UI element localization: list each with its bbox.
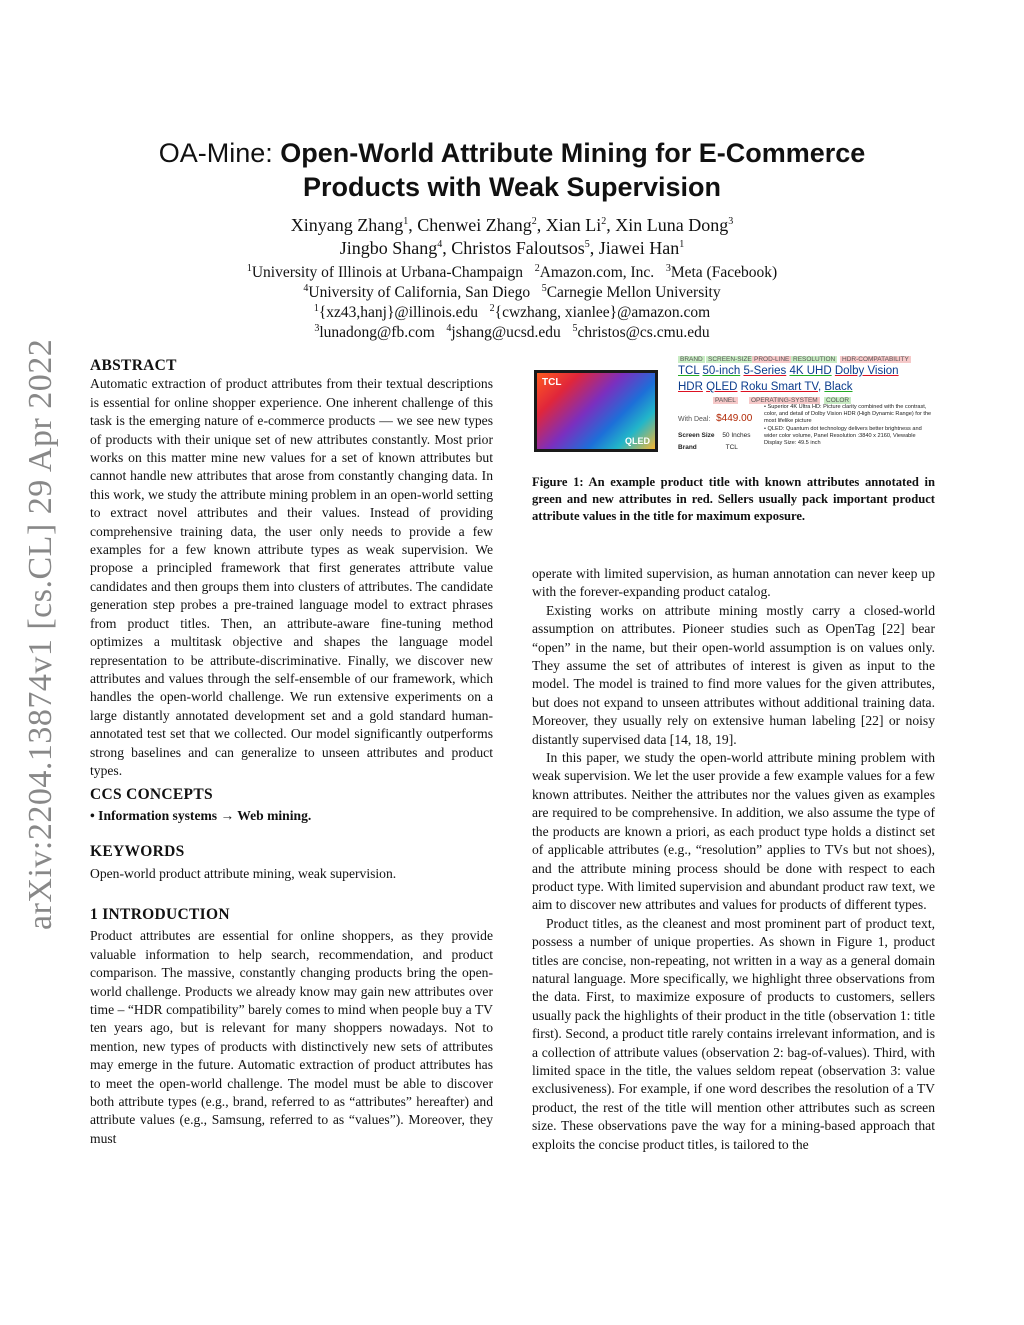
email-address: christos@cs.cmu.edu <box>577 324 710 341</box>
tag-operating-system: OPERATING-SYSTEM <box>751 397 818 404</box>
email-line-2 <box>60 323 964 343</box>
affiliation-name: University of California, San Diego <box>308 284 531 301</box>
email-address: {xz43,hanj}@illinois.edu <box>318 304 479 321</box>
abstract-heading: ABSTRACT <box>90 357 177 374</box>
author-name: Xinyang Zhang <box>290 215 404 235</box>
affiliation-mark: 5 <box>541 282 547 294</box>
brand-row <box>678 444 738 451</box>
affiliation-line-2 <box>60 283 964 303</box>
keywords-text: Open-world product attribute mining, weak supervision. <box>90 865 397 881</box>
affiliation-mark: 4 <box>437 239 443 250</box>
intro-right-paragraph-3: In this paper, we study the open-world attribute mining problem with weak supervision. We let the user provide a few example values for a few known attributes. Neither the attributes nor the values given as examples are required to be comprehensive. In addition, we also assume the type of the products are known a priori, as each product type holds a distinct set of applicable attributes (e.g., “resolution” applies to TVs but not shoes), and the attribute mining process should be done with respect to each product type. With limited supervision and abundant product raw text, we aim to discover new attributes and values for products of different types. <box>532 750 935 913</box>
affiliation-name: Carnegie Mellon University <box>546 284 721 301</box>
affiliation-mark: 2 <box>531 216 537 227</box>
title-value-panel: QLED <box>706 381 738 393</box>
paper-title <box>60 136 964 204</box>
intro-right-paragraph-4: Product titles, as the cleanest and most prominent part of product text, possess a number of unique properties. As shown in Figure 1, product titles are concise, non-repeating, not written in a way as a general domain natural language. More specifically, we highlight three observations from the data. First, to maximize exposure of products to customers, sellers usually pack the highlights of their product in the title (observation 1: title first). Second, a product title rarely contains irrelevant information, and is a collection of attribute values (observation 2: bag-of-values). Third, with limited space in the title, the values seldom repeat (observation 3: value exclusiveness). For example, if one word describes the resolution of a TV product, the rest of the title will mention other attributes such as screen size. These observations pave the way for a mining-based approach that exploits the concise product titles, is tailored to the <box>532 915 935 1152</box>
affiliation-mark: 1 <box>313 302 319 314</box>
author-name: , Jiawei Han <box>589 238 680 258</box>
introduction-heading: 1 INTRODUCTION <box>90 905 230 923</box>
affiliation-mark: 5 <box>572 322 578 334</box>
feature-bullet-2-text: QLED: Quantum dot technology delivers better brightness and wider color volume, Panel Resolution :3840 x 2160, Viewable Display Size: 49.5 inch <box>764 425 922 447</box>
affiliation-line-1 <box>60 263 964 283</box>
affiliation-mark: 3 <box>665 262 671 274</box>
tag-resolution: RESOLUTION <box>793 356 836 363</box>
feature-bullet-1-text: Superior 4K Ultra HD: Picture clarity combined with the contrast, color, and detail of Dolby Vision HDR (High Dynamic Range) for the most lifelike picture <box>764 404 932 425</box>
deal-price: $449.00 <box>716 413 753 424</box>
author-list <box>60 214 964 260</box>
title-prefix: OA-Mine: <box>158 138 273 168</box>
affiliation-mark: 2 <box>489 302 495 314</box>
affiliation-mark: 5 <box>584 239 590 250</box>
affiliation-mark: 3 <box>728 216 734 227</box>
brand-label: Brand <box>678 444 697 451</box>
product-title-line-2 <box>678 381 853 393</box>
abstract-text: Automatic extraction of product attributes from their textual descriptions is essential for online shopper experience. One inherent challenge of this task is the emerging nature of e-commerce products — we see new types of products with their unique set of new attributes constantly. Most prior works on this matter mine new values for a set of known attributes but cannot handle new attributes that arose from constantly changing data. In this work, we study the attribute mining problem in an open-world setting to extract novel attributes and their values. Instead of providing comprehensive training data, the user only needs to provide a few examples for a few known attribute types as weak supervision. We propose a principled framework that first generates attribute value candidates and then groups them into clusters of attributes. The candidate generation step probes a pre-trained language model to extract phrases from product titles. Then, an attribute-aware fine-tuning method optimizes a multitask objective and shapes the language model representation to be attribute-discriminative. Finally, we discover new attributes and values through the self-ensemble of our framework, which handles the open-world challenge. We run extensive experiments on a large distantly annotated development set and a gold standard human-annotated test set that we collected. Our model significantly outperforms strong baselines and can generalize to unseen attributes and product types. <box>90 376 493 778</box>
title-main-line1: Open-World Attribute Mining for E-Commerce <box>280 138 866 168</box>
tag-brand: BRAND <box>680 356 703 363</box>
affiliation-name: Meta (Facebook) <box>670 264 778 281</box>
screen-size-label: Screen Size <box>678 432 715 439</box>
affiliation-mark: 1 <box>679 239 685 250</box>
affiliation-name: University of Illinois at Urbana-Champaign <box>251 264 524 281</box>
screen-size-row <box>678 432 751 439</box>
tv-qled-badge: QLED <box>624 436 650 446</box>
author-name: Jingbo Shang <box>339 238 438 258</box>
email-address: lunadong@fb.com <box>319 324 435 341</box>
author-line-1 <box>60 214 964 237</box>
right-column <box>532 565 935 1154</box>
author-name: , Christos Faloutsos <box>442 238 585 258</box>
keywords-heading: KEYWORDS <box>90 843 185 861</box>
affiliation-mark: 2 <box>601 216 607 227</box>
tag-panel: PANEL <box>715 397 736 404</box>
author-line-2 <box>60 237 964 260</box>
feature-bullet-2: • QLED: Quantum dot technology delivers better brightness and wider color volume, Panel Resolution :3840 x 2160, Viewable Display Size: 49.5 inch <box>764 425 922 447</box>
tv-brand-logo: TCL <box>542 377 562 388</box>
affiliations <box>60 263 964 343</box>
affiliation-mark: 1 <box>403 216 409 227</box>
affiliation-mark: 4 <box>303 282 309 294</box>
affiliation-mark: 1 <box>246 262 252 274</box>
brand-value: TCL <box>725 444 738 451</box>
title-value-os: Roku Smart TV <box>740 381 818 393</box>
ccs-heading: CCS CONCEPTS <box>90 786 213 804</box>
title-value-prod-line: 5-Series <box>743 365 787 377</box>
affiliation-mark: 3 <box>314 322 320 334</box>
email-address: {cwzhang, xianlee}@amazon.com <box>494 304 711 321</box>
title-comma: , <box>818 381 825 393</box>
tv-product-image <box>534 370 658 452</box>
title-value-hdr-2: HDR <box>678 381 703 393</box>
email-line-1 <box>60 303 964 323</box>
screen-size-value: 50 Inches <box>722 432 751 439</box>
email-address: jshang@ucsd.edu <box>451 324 561 341</box>
feature-bullets <box>764 404 934 447</box>
title-value-brand: TCL <box>678 365 700 377</box>
intro-right-paragraph-2: Existing works on attribute mining mostly carry a closed-world assumption on attributes. Pioneer studies such as OpenTag [22] bear “open” in the name, but their open-world assumption is on values only. They assume the set of attributes of interest is given as input to the model. The model is trained to find more values for the given attributes, but does not expand to unseen attributes without additional training data. Moreover, they usually rely on extensive human labeling [22] or noisy distantly supervised data [14, 18, 19]. <box>532 602 935 747</box>
title-main-line2: Products with Weak Supervision <box>302 172 722 202</box>
tag-hdr-compatability: HDR-COMPATABILITY <box>842 356 909 363</box>
title-value-color: Black <box>824 381 853 393</box>
figure-1-caption: Figure 1: An example product title with known attributes annotated in green and new attributes in red. Sellers usually pack important product attribute values in the title for maximum exposure. <box>532 475 935 523</box>
tag-color: COLOR <box>826 397 850 404</box>
title-value-hdr: Dolby Vision <box>834 365 899 377</box>
deal-row <box>678 413 752 424</box>
intro-right-paragraph-1: operate with limited supervision, as human annotation can never keep up with the forever-expanding product catalog. <box>532 566 935 600</box>
product-title-line-1 <box>678 365 899 377</box>
introduction-text-left: Product attributes are essential for online shoppers, as they provide valuable information to help search, recommendation, and product comparison. The massive, constantly changing products bring the open-world challenge. Products we already know may gain new attributes over time – “HDR compatibility” barely comes to mind when people buy a TV ten years ago, but is relevant for many shoppers nowadays. Not to mention, new types of products with distinctively new sets of attributes may emerge in the future. Automatic extraction of product attributes has to meet the open-world challenge. The model must be able to discover both attribute types (e.g., brand, referred to as “attributes” hereafter) and attribute values (e.g., Samsung, referred to as “values”). Moreover, they must <box>90 928 493 1146</box>
left-column <box>90 357 493 1148</box>
author-name: , Xian Li <box>536 215 602 235</box>
tag-prod-line: PROD-LINE <box>754 356 790 363</box>
author-name: , Chenwei Zhang <box>408 215 532 235</box>
arxiv-identifier: arXiv:2204.13874v1 [cs.CL] 29 Apr 2022 <box>22 338 59 930</box>
ccs-text: • Information systems → Web mining. <box>90 807 312 823</box>
affiliation-mark: 4 <box>446 322 452 334</box>
affiliation-name: Amazon.com, Inc. <box>539 264 655 281</box>
title-value-resolution: 4K UHD <box>789 365 832 377</box>
author-name: , Xin Luna Dong <box>606 215 729 235</box>
feature-bullet-1: • Superior 4K Ultra HD: Picture clarity combined with the contrast, color, and detail of Dolby Vision HDR (High Dynamic Range) for the most lifelike picture <box>764 404 932 425</box>
tag-screen-size: SCREEN-SIZE <box>708 356 752 363</box>
title-value-screen-size: 50-inch <box>702 365 741 377</box>
deal-label: With Deal: <box>678 416 711 423</box>
affiliation-mark: 2 <box>534 262 540 274</box>
